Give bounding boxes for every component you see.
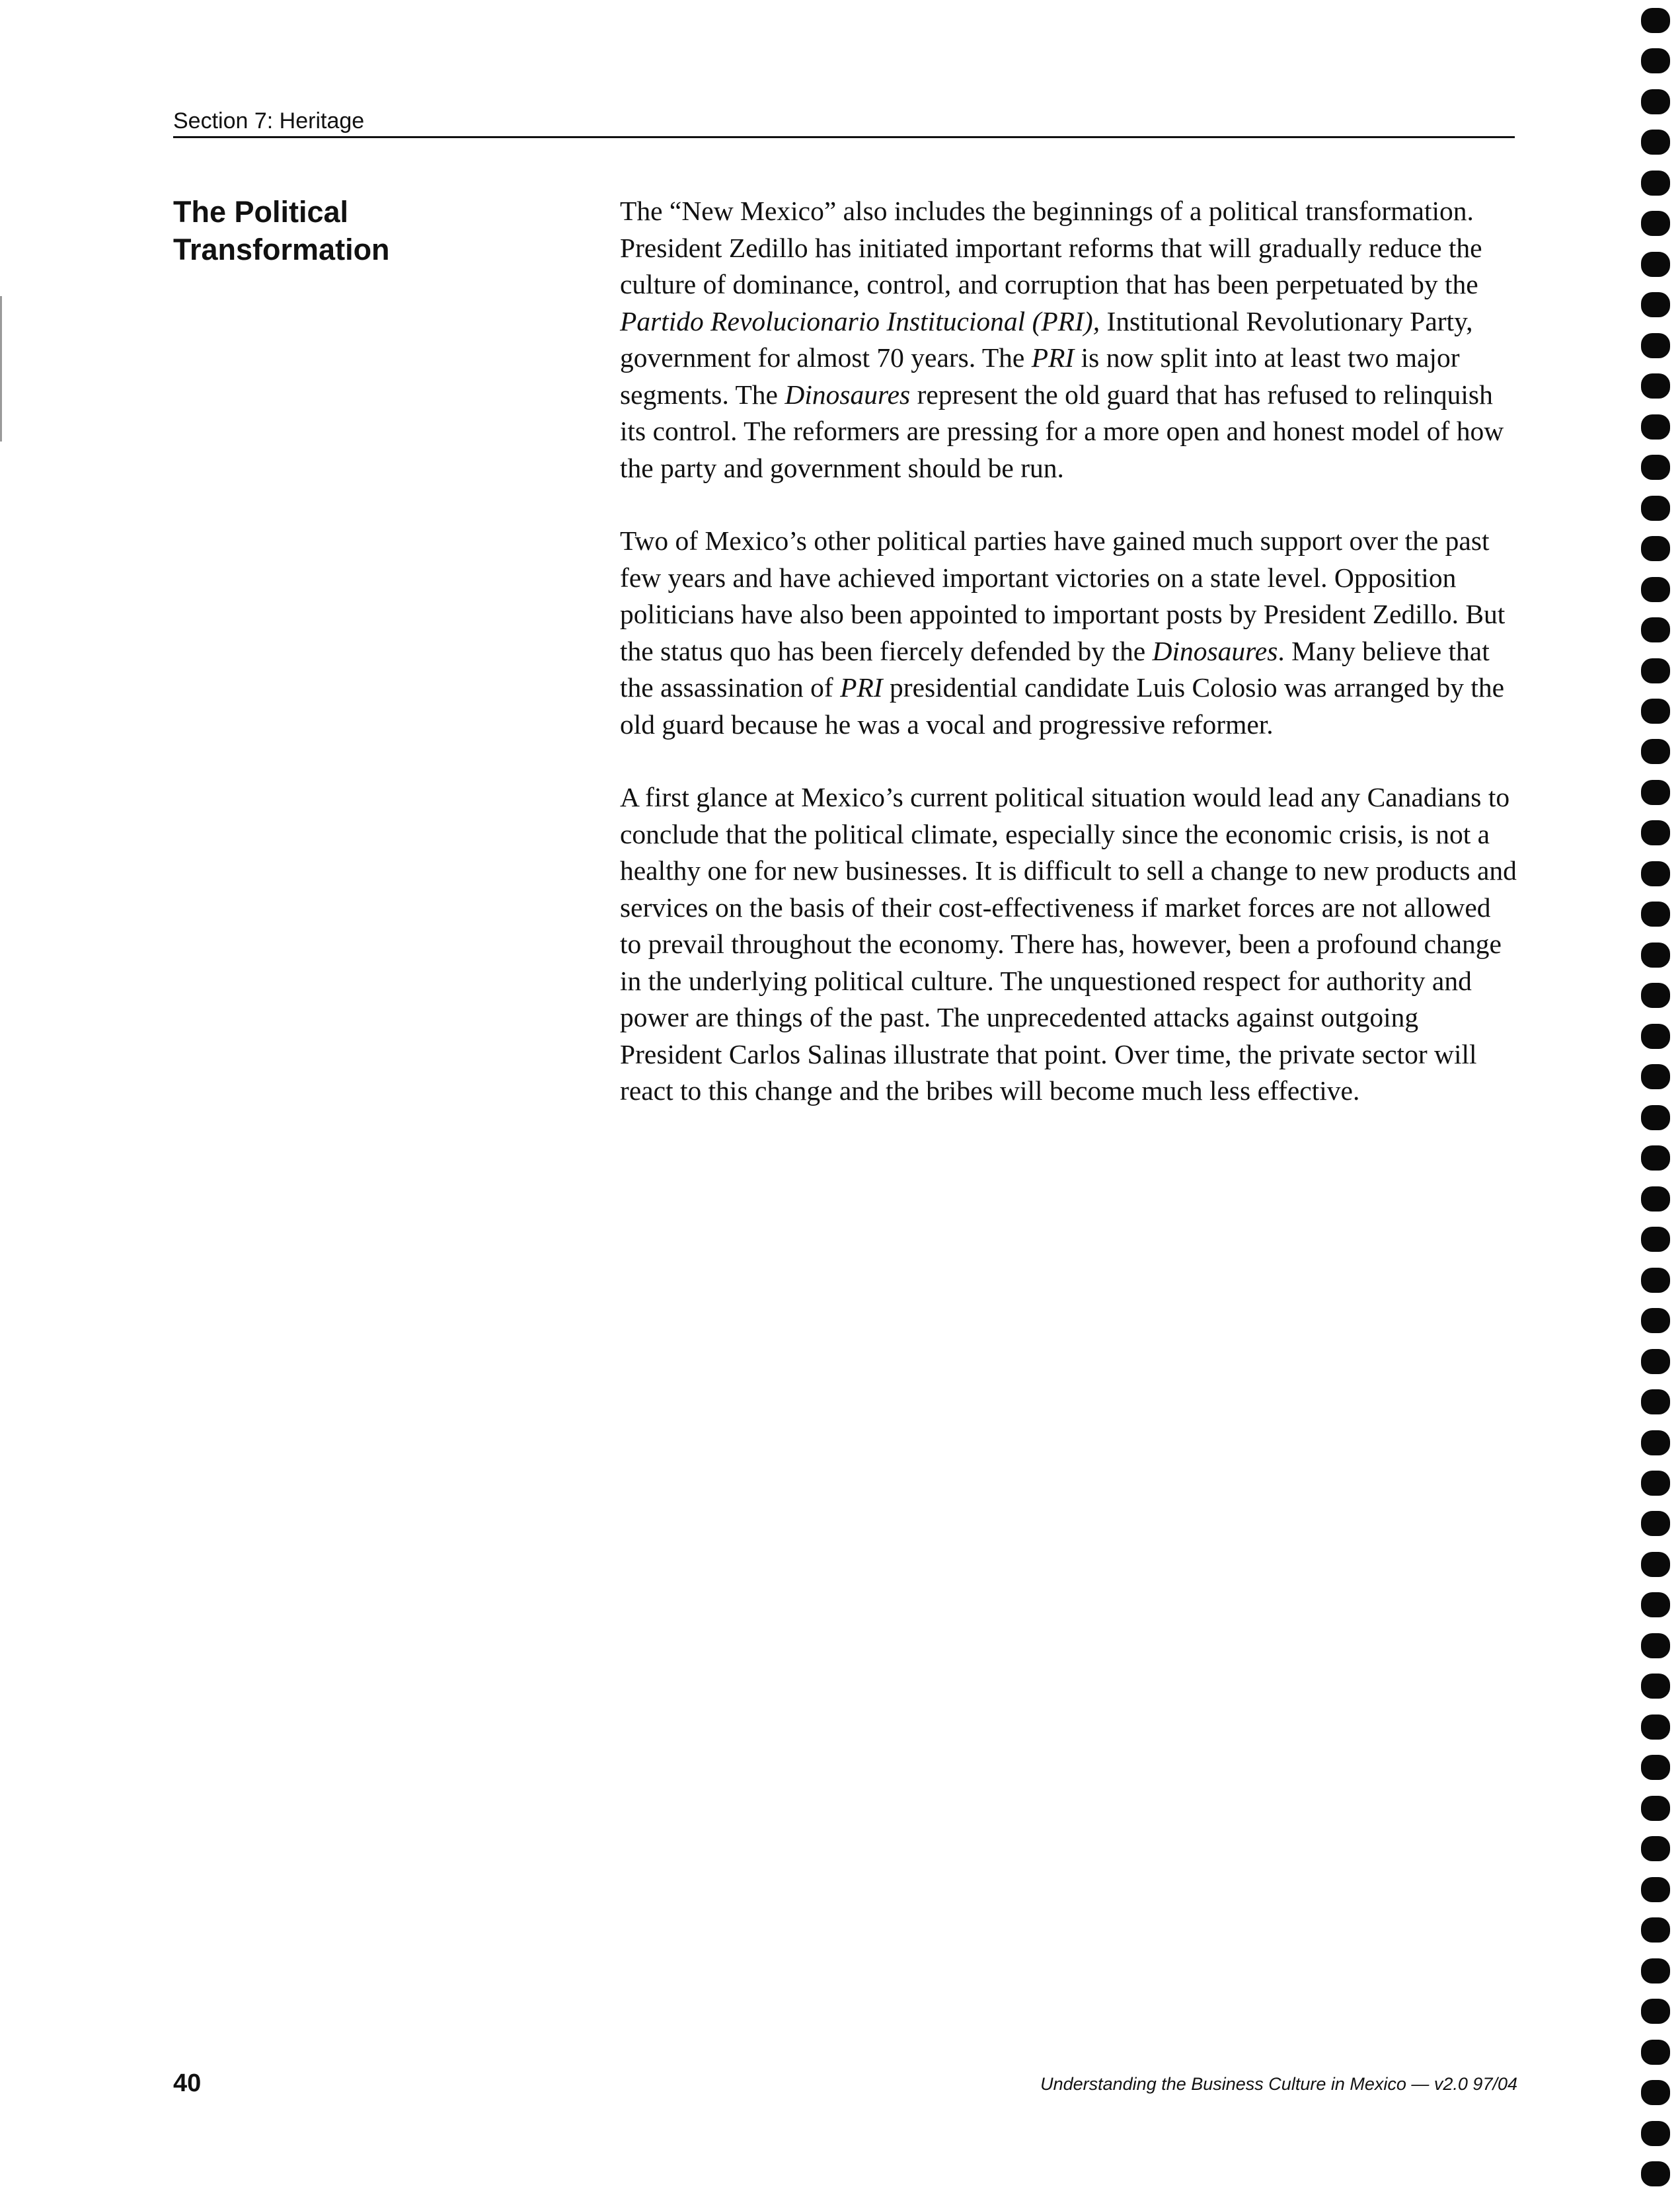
binding-hole bbox=[1641, 739, 1670, 764]
binding-hole bbox=[1641, 1145, 1670, 1171]
dinosaures-italic: Dinosaures bbox=[784, 379, 911, 410]
binding-hole bbox=[1641, 1186, 1670, 1212]
pri-italic: PRI bbox=[840, 672, 883, 703]
binding-hole bbox=[1641, 699, 1670, 724]
header-rule bbox=[173, 136, 1515, 138]
paragraph-1 bbox=[620, 193, 1517, 486]
binding-hole bbox=[1641, 1836, 1670, 1861]
binding-hole bbox=[1641, 211, 1670, 236]
paragraph-2-text-b: . Many believe that the assassination of bbox=[620, 635, 1490, 703]
binding-hole bbox=[1641, 292, 1670, 317]
binding-hole bbox=[1641, 496, 1670, 521]
page-number: 40 bbox=[173, 2069, 202, 2097]
section-label: Section 7: Heritage bbox=[173, 108, 365, 134]
binding-hole bbox=[1641, 943, 1670, 968]
binding-hole bbox=[1641, 820, 1670, 845]
binding-hole bbox=[1641, 1471, 1670, 1496]
paragraph-1-text-d: represent the old guard that has refused to relinquish its control. The reformers are pressing for a more open and honest model of how the party and government should be run. bbox=[620, 379, 1504, 483]
binding-hole bbox=[1641, 902, 1670, 927]
binding-hole bbox=[1641, 414, 1670, 440]
binding-hole bbox=[1641, 1511, 1670, 1536]
binding-hole bbox=[1641, 252, 1670, 277]
pri-italic: PRI bbox=[1031, 342, 1075, 373]
binding-hole bbox=[1641, 1105, 1670, 1130]
binding-hole bbox=[1641, 1958, 1670, 1983]
binding-hole bbox=[1641, 1755, 1670, 1780]
binding-hole bbox=[1641, 171, 1670, 196]
party-name-italic: Partido Revolucionario Institucional (PRI), bbox=[620, 305, 1100, 336]
section-title-line-1: The Political bbox=[173, 195, 349, 229]
scan-margin-mark bbox=[0, 296, 2, 442]
binding-hole bbox=[1641, 333, 1670, 358]
footer-document-title: Understanding the Business Culture in Mexico — v2.0 97/04 bbox=[1040, 2074, 1517, 2094]
binding-hole bbox=[1641, 1796, 1670, 1821]
dinosaures-italic: Dinosaures bbox=[1152, 635, 1278, 666]
binding-hole bbox=[1641, 130, 1670, 155]
binding-hole bbox=[1641, 2040, 1670, 2065]
binding-hole bbox=[1641, 1308, 1670, 1333]
binding-hole bbox=[1641, 1552, 1670, 1577]
binding-hole bbox=[1641, 1064, 1670, 1089]
binding-hole bbox=[1641, 861, 1670, 886]
binding-hole bbox=[1641, 1674, 1670, 1699]
binding-hole bbox=[1641, 658, 1670, 683]
paragraph-1-text-a: The “New Mexico” also includes the beginnings of a political transformation. President Zedillo has initiated important reforms that will gradually reduce the culture of dominance, control, and corruption that has been perpetuated by the bbox=[620, 196, 1482, 299]
binding-hole bbox=[1641, 1430, 1670, 1455]
binding-hole bbox=[1641, 983, 1670, 1008]
binding-hole bbox=[1641, 1349, 1670, 1374]
section-title-line-2: Transformation bbox=[173, 233, 390, 266]
binding-hole bbox=[1641, 1917, 1670, 1943]
binding-hole bbox=[1641, 1389, 1670, 1414]
binding-hole bbox=[1641, 617, 1670, 642]
binding-hole bbox=[1641, 1227, 1670, 1252]
binding-hole bbox=[1641, 2121, 1670, 2146]
binding-hole bbox=[1641, 536, 1670, 561]
binding-hole bbox=[1641, 373, 1670, 399]
binding-hole bbox=[1641, 48, 1670, 73]
running-header bbox=[173, 110, 1515, 138]
binding-hole bbox=[1641, 8, 1670, 33]
paragraph-2-text-c: presidential candidate Luis Colosio was arranged by the old guard because he was a vocal and progressive reformer. bbox=[620, 672, 1505, 740]
binding-hole bbox=[1641, 1268, 1670, 1293]
paragraph-3: A first glance at Mexico’s current political situation would lead any Canadians to conclude that the political climate, especially since the economic crisis, is not a healthy one for new businesses. It is difficult to sell a change to new products and services on the basis of their cost-effectiveness if market forces are not allowed to prevail throughout the economy. There has, however, been a profound change in the underlying political culture. The unquestioned respect for authority and power are things of the past. The unprecedented attacks against outgoing President Carlos Salinas illustrate that point. Over time, the private sector will react to this change and the bribes will become much less effective. bbox=[620, 782, 1517, 1106]
binding-hole bbox=[1641, 1877, 1670, 1902]
binding-hole bbox=[1641, 780, 1670, 805]
binding-hole bbox=[1641, 1024, 1670, 1049]
paragraph-2-text-a: Two of Mexico’s other political parties have gained much support over the past few years and have achieved important victories on a state level. Opposition politicians have also been appointed to important posts by President Zedillo. But the status quo has been fiercely defended by the bbox=[620, 525, 1506, 666]
binding-hole bbox=[1641, 2080, 1670, 2105]
binding-hole bbox=[1641, 1592, 1670, 1617]
section-title bbox=[173, 193, 451, 268]
paragraph-1-text-c: is now split into at least two major segments. The bbox=[620, 342, 1460, 410]
binding-hole bbox=[1641, 2161, 1670, 2186]
binding-hole bbox=[1641, 1714, 1670, 1740]
binding-hole bbox=[1641, 89, 1670, 114]
paragraph-2 bbox=[620, 523, 1517, 743]
paragraph-1-text-b: Institutional Revolutionary Party, government for almost 70 years. The bbox=[620, 305, 1473, 373]
body-text bbox=[620, 193, 1517, 1146]
binding-hole bbox=[1641, 577, 1670, 602]
spiral-binding-holes bbox=[1641, 0, 1673, 2195]
binding-hole bbox=[1641, 455, 1670, 480]
binding-hole bbox=[1641, 1999, 1670, 2024]
binding-hole bbox=[1641, 1633, 1670, 1658]
